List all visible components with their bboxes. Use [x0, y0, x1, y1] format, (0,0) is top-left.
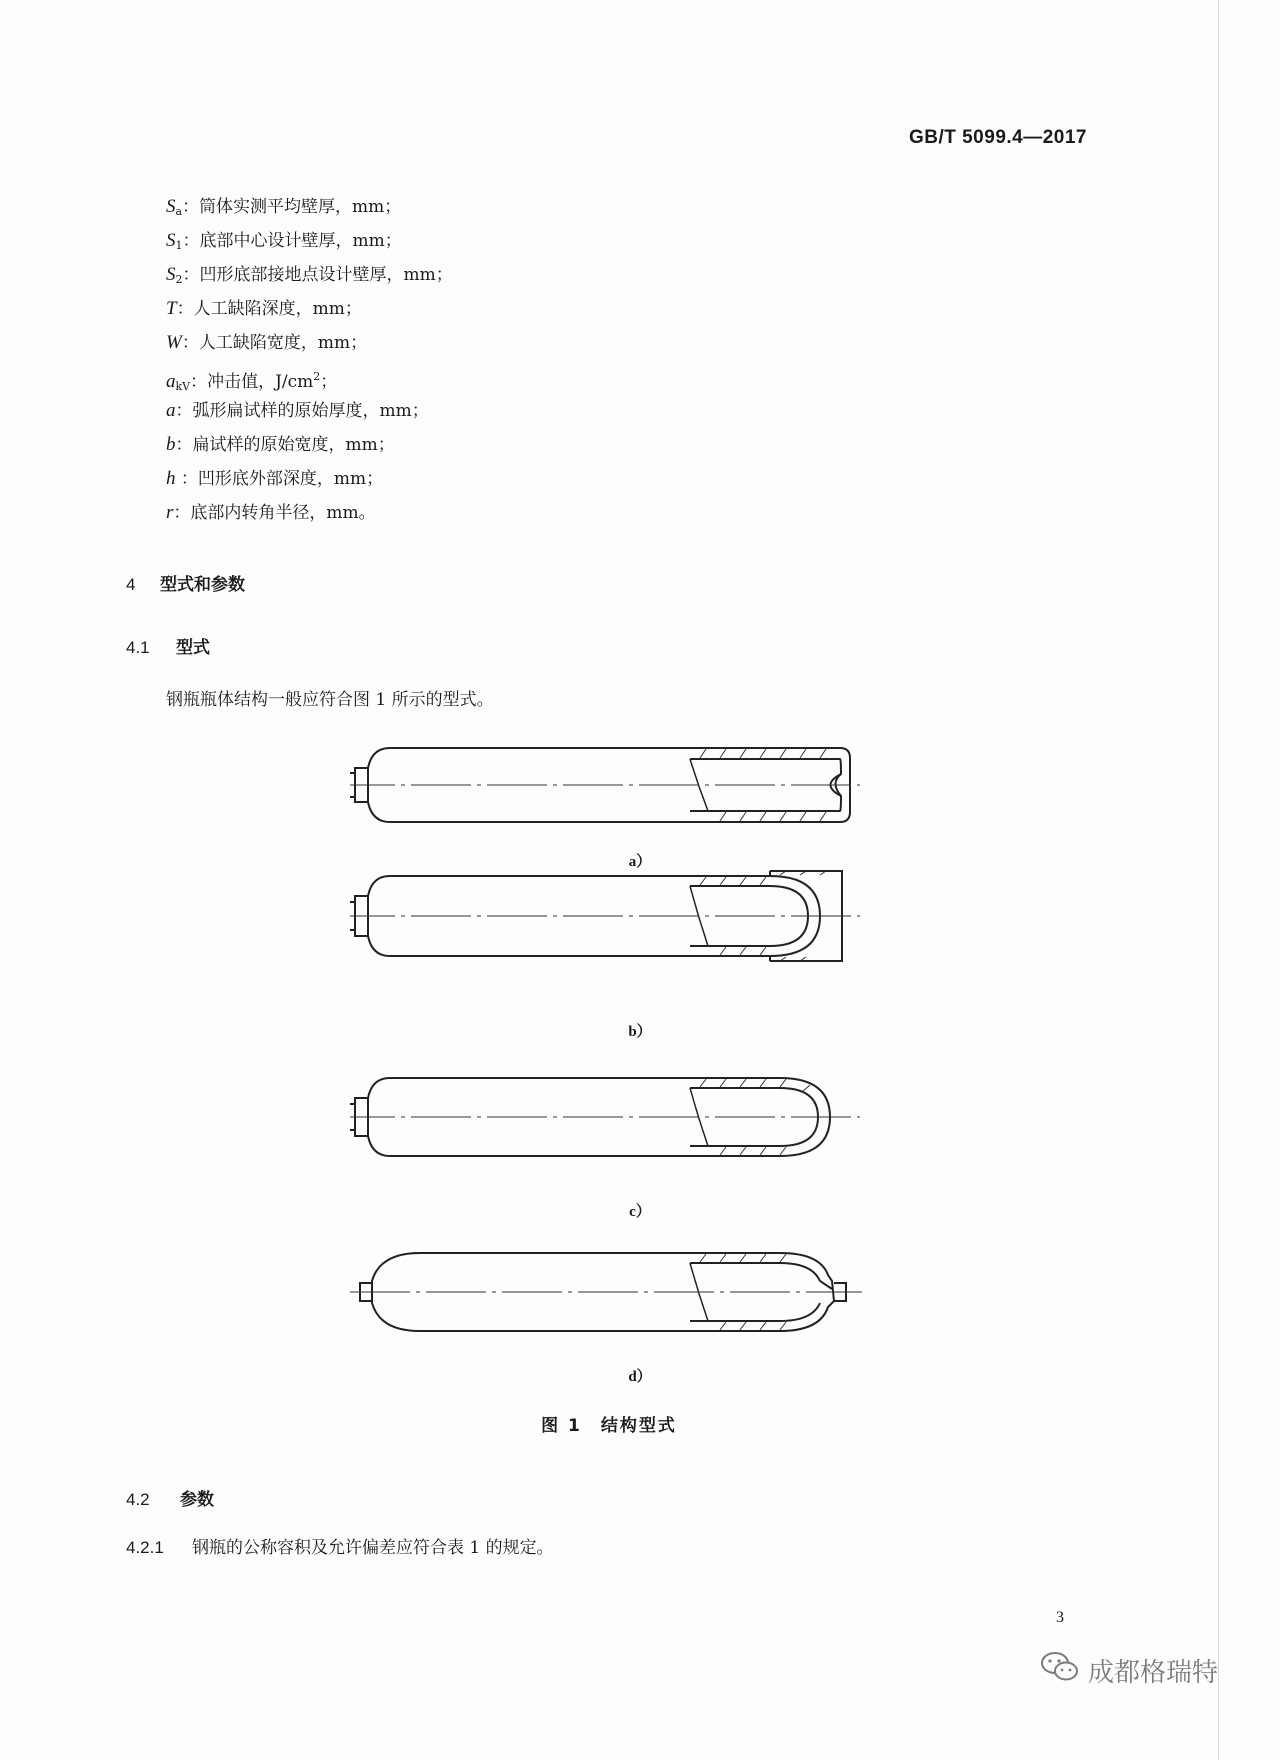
watermark-text: 成都格瑞特 — [1088, 1658, 1219, 1688]
symbol-item — [166, 360, 453, 394]
symbol-item — [166, 258, 453, 292]
symbol-subscript: 1 — [175, 239, 183, 252]
section-4-heading — [126, 570, 245, 595]
symbol: a — [166, 371, 176, 392]
watermark — [1040, 1650, 1218, 1691]
cylinder-drawing-a — [350, 738, 870, 828]
symbol-item — [166, 462, 453, 496]
clause-text: 钢瓶的公称容积及允许偏差应符合表 1 的规定。 — [192, 1538, 554, 1558]
symbol-item — [166, 394, 453, 428]
figure-label: d） — [628, 1369, 652, 1385]
figure-b — [350, 866, 870, 1040]
cylinder-drawing-c — [350, 1070, 870, 1164]
symbol-description: ：筒体实测平均壁厚，mm； — [182, 197, 402, 217]
figure-label: b） — [628, 1024, 652, 1040]
symbol-item — [166, 496, 453, 530]
symbol: S — [166, 264, 176, 285]
symbol-item — [166, 326, 453, 360]
symbol: S — [166, 230, 176, 251]
symbol-description: ：人工缺陷宽度，mm； — [181, 333, 368, 353]
symbol: r — [166, 502, 174, 523]
figure-label: a） — [628, 854, 652, 870]
figure-c — [350, 1070, 870, 1220]
symbol-description: ：人工缺陷深度，mm； — [176, 299, 362, 319]
clause-number: 4.2.1 — [126, 1538, 164, 1557]
symbol: h — [166, 468, 176, 489]
standard-code: GB/T 5099.4—2017 — [908, 127, 1087, 148]
symbol: T — [166, 298, 177, 319]
section-number: 4.1 — [126, 638, 150, 657]
symbol-list — [166, 190, 453, 530]
symbol: b — [166, 434, 176, 455]
symbol-description: ：扁试样的原始宽度，mm； — [175, 435, 395, 455]
figure-d — [350, 1245, 870, 1385]
symbol-subscript: 2 — [175, 273, 183, 286]
symbol-item — [166, 292, 453, 326]
symbol: a — [166, 400, 176, 421]
section-number: 4 — [126, 575, 136, 594]
figure-a — [350, 738, 870, 870]
symbol-description: ：冲击值，J/cm — [190, 372, 314, 392]
symbol-description: ：凹形底部接地点设计壁厚，mm； — [182, 265, 453, 285]
symbol-item — [166, 224, 453, 258]
page-number: 3 — [1056, 1609, 1064, 1626]
section-title: 型式和参数 — [160, 575, 245, 595]
paragraph-4-1: 钢瓶瓶体结构一般应符合图 1 所示的型式。 — [166, 690, 494, 710]
symbol: W — [166, 332, 182, 353]
page-edge — [1218, 0, 1219, 1760]
symbol-description: ：弧形扁试样的原始厚度，mm； — [175, 401, 429, 421]
symbol-description: ：凹形底外部深度，mm； — [175, 469, 384, 489]
section-number: 4.2 — [126, 1490, 150, 1509]
symbol-item — [166, 190, 453, 224]
figure-title: 图 1 结构型式 — [541, 1416, 677, 1436]
symbol: S — [166, 196, 176, 217]
symbol-description-tail: ； — [320, 372, 338, 392]
section-4-1-heading — [126, 633, 210, 658]
paragraph-4-2-1 — [126, 1533, 554, 1558]
section-title: 参数 — [180, 1490, 214, 1510]
section-title: 型式 — [176, 638, 210, 658]
cylinder-drawing-d — [350, 1245, 870, 1337]
symbol-subscript: kV — [175, 380, 191, 393]
symbol-description: ：底部内转角半径，mm。 — [173, 503, 376, 523]
cylinder-drawing-b — [350, 866, 870, 966]
section-4-2-heading — [126, 1485, 214, 1510]
symbol-description: ：底部中心设计壁厚，mm； — [182, 231, 402, 251]
symbol-item — [166, 428, 453, 462]
unit-superscript: 2 — [313, 370, 321, 383]
figure-label: c） — [629, 1204, 651, 1220]
wechat-icon — [1040, 1650, 1080, 1691]
symbol-subscript: a — [175, 205, 183, 218]
